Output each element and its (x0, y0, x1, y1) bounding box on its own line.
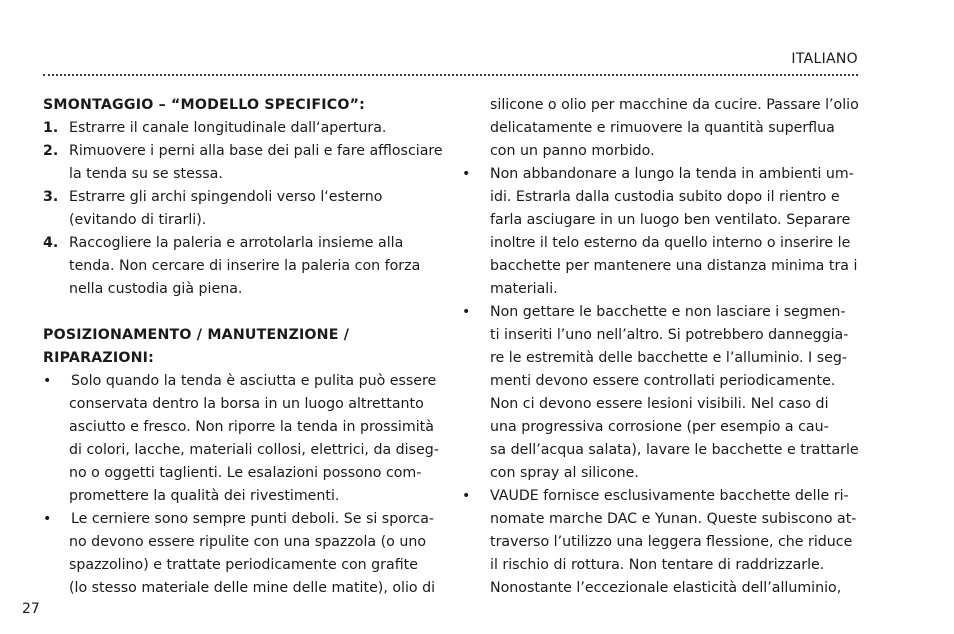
paragraph-text: delicatamente e rimuovere la quantità superflua (490, 120, 835, 136)
bullet-text: sa dell’acqua salata), lavare le bacchette e trattarle (490, 442, 859, 458)
list-number: 1. (43, 120, 59, 136)
list-item (43, 186, 438, 232)
list-text: Estrarre gli archi spingendoli verso l‘esterno (69, 189, 383, 205)
section-heading-posizionamento: POSIZIONAMENTO / MANUTENZIONE / (43, 327, 350, 343)
bullet-text: VAUDE fornisce esclusivamente bacchette delle ri- (490, 488, 849, 504)
language-label: ITALIANO (791, 51, 858, 67)
bullet-text: il rischio di rottura. Non tentare di raddrizzarle. (490, 557, 825, 573)
bullet-item (462, 163, 858, 301)
list-item (43, 232, 438, 301)
bullet-icon: • (462, 304, 471, 320)
bullet-icon: • (43, 511, 52, 527)
bullet-text: spazzolino) e trattate periodicamente con grafite (69, 557, 418, 573)
list-number: 4. (43, 235, 59, 251)
section-heading-smontaggio: SMONTAGGIO – “MODELLO SPECIFICO”: (43, 97, 366, 113)
bullet-text: ti inseriti l’uno nell’altro. Si potrebbero danneggia- (490, 327, 849, 343)
bullet-text: di colori, lacche, materiali collosi, elettrici, da diseg- (69, 442, 439, 458)
bullet-text: bacchette per mantenere una distanza minima tra i (490, 258, 858, 274)
bullet-icon: • (462, 166, 471, 182)
list-item (43, 140, 443, 186)
bullet-text: nomate marche DAC e Yunan. Queste subiscono at- (490, 511, 857, 527)
bullet-text: re le estremità delle bacchette e l’alluminio. I seg- (490, 350, 847, 366)
bullet-text: farla asciugare in un luogo ben ventilato. Separare (490, 212, 851, 228)
bullet-text: Le cerniere sono sempre punti deboli. Se si sporca- (71, 511, 435, 527)
bullet-text: inoltre il telo esterno da quello interno o inserire le (490, 235, 851, 251)
dotted-divider (43, 74, 858, 76)
right-column (462, 94, 858, 600)
bullet-text: traverso l’utilizzo una leggera flessione, che riduce (490, 534, 853, 550)
bullet-text: no o oggetti taglienti. Le esalazioni possono com- (69, 465, 422, 481)
bullet-icon: • (462, 488, 471, 504)
paragraph-text: silicone o olio per macchine da cucire. Passare l’olio (490, 97, 859, 113)
paragraph-text: con un panno morbido. (490, 143, 655, 159)
bullet-text: asciutto e fresco. Non riporre la tenda in prossimità (69, 419, 434, 435)
bullet-text: una progressiva corrosione (per esempio a cau- (490, 419, 829, 435)
bullet-item (462, 301, 858, 485)
bullet-text: (lo stesso materiale delle mine delle matite), olio di (69, 580, 436, 596)
bullet-item (43, 370, 438, 508)
bullet-item (462, 485, 858, 600)
bullet-text: Solo quando la tenda è asciutta e pulita può essere (71, 373, 437, 389)
bullet-text: con spray al silicone. (490, 465, 639, 481)
bullet-text: promettere la qualità dei rivestimenti. (69, 488, 340, 504)
bullet-text: Non abbandonare a lungo la tenda in ambienti um- (490, 166, 854, 182)
bullet-icon: • (43, 373, 52, 389)
bullet-text: conservata dentro la borsa in un luogo altrettanto (69, 396, 424, 412)
list-text: (evitando di tirarli). (69, 212, 207, 228)
list-text: nella custodia già piena. (69, 281, 243, 297)
list-text: Estrarre il canale longitudinale dall‘apertura. (69, 120, 387, 136)
bullet-text: materiali. (490, 281, 558, 297)
bullet-text: menti devono essere controllati periodicamente. (490, 373, 836, 389)
bullet-item (43, 508, 438, 600)
list-number: 3. (43, 189, 59, 205)
list-text: tenda. Non cercare di inserire la paleria con forza (69, 258, 421, 274)
list-text: Rimuovere i perni alla base dei pali e fare afflosciare (69, 143, 443, 159)
bullet-text: Nonostante l’eccezionale elasticità dell’alluminio, (490, 580, 842, 596)
bullet-text: no devono essere ripulite con una spazzola (o uno (69, 534, 427, 550)
list-number: 2. (43, 143, 59, 159)
bullet-text: idi. Estrarla dalla custodia subito dopo il rientro e (490, 189, 840, 205)
bullet-text: Non gettare le bacchette e non lasciare i segmen- (490, 304, 846, 320)
section-heading-posizionamento: RIPARAZIONI: (43, 350, 155, 366)
list-text: Raccogliere la paleria e arrotolarla insieme alla (69, 235, 404, 251)
list-text: la tenda su se stessa. (69, 166, 223, 182)
page-number: 27 (22, 601, 40, 617)
bullet-text: Non ci devono essere lesioni visibili. Nel caso di (490, 396, 829, 412)
list-item (43, 117, 438, 140)
left-column (43, 94, 443, 600)
